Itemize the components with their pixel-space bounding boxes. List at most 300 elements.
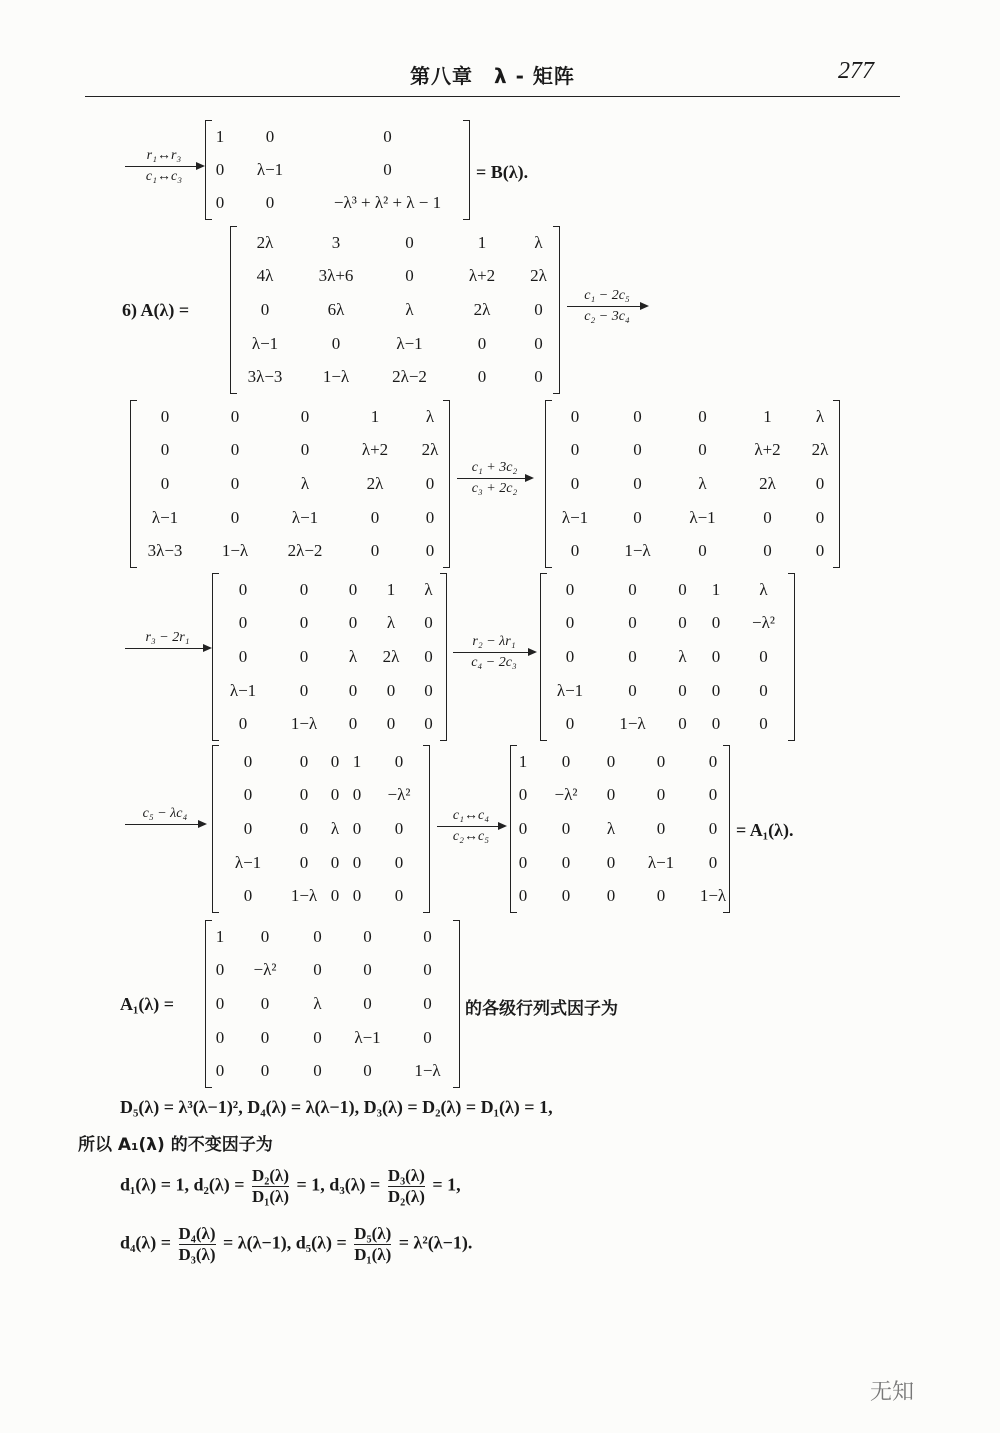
matrix-entry: 0 <box>215 993 225 1013</box>
d1-d2-lhs: d₁(λ) = 1, d₂(λ) = <box>120 1174 245 1195</box>
matrix-entry: 0 <box>570 473 580 493</box>
matrix-entry: 0 <box>628 579 637 599</box>
matrix-entry: 1 <box>386 579 396 599</box>
matrix-entry: λ <box>606 818 616 838</box>
matrix-entry: λ <box>348 646 358 666</box>
matrix-row <box>205 1054 460 1088</box>
matrix-entry: 0 <box>386 680 396 700</box>
matrix-row <box>212 573 447 607</box>
matrix-entry: 6λ <box>327 299 345 319</box>
invariant-factors-line-2 <box>120 1224 472 1265</box>
matrix-row <box>540 707 795 741</box>
matrix-entry: −λ² <box>253 960 277 980</box>
matrix-entry: 0 <box>348 613 358 633</box>
matrix-entry: 0 <box>160 473 170 493</box>
matrix-entry: 1 <box>477 232 487 252</box>
matrix-entry: 0 <box>230 406 240 426</box>
operation-arrow <box>567 288 647 325</box>
matrix-entry: 0 <box>230 473 240 493</box>
matrix-entry: 1−λ <box>290 886 318 906</box>
matrix-step-4 <box>540 573 795 741</box>
matrix-entry: 0 <box>561 852 571 872</box>
matrix-row <box>130 467 450 501</box>
matrix-entry: 0 <box>383 126 392 146</box>
matrix-row <box>212 779 430 813</box>
matrix-a <box>230 226 560 394</box>
matrix-entry: 1 <box>370 406 380 426</box>
matrix-row <box>212 640 447 674</box>
matrix-entry: 0 <box>534 367 543 387</box>
matrix-entry: 0 <box>260 1061 270 1081</box>
matrix-entry: 0 <box>299 751 309 771</box>
matrix-entry: 0 <box>633 440 642 460</box>
matrix-table <box>540 573 795 741</box>
matrix-entry: 0 <box>424 714 433 734</box>
matrix-entry: 1 <box>763 406 772 426</box>
matrix-entry: 0 <box>260 1027 270 1047</box>
matrix-entry: 0 <box>265 193 275 213</box>
matrix-entry: 0 <box>299 579 309 599</box>
operation-arrow <box>453 634 535 671</box>
matrix-row <box>130 501 450 535</box>
matrix-table <box>205 120 470 220</box>
matrix-entry: 0 <box>518 818 528 838</box>
matrix-entry: 2λ <box>382 646 400 666</box>
operation-arrow <box>125 806 205 827</box>
matrix-entry: 0 <box>215 193 225 213</box>
fraction-d4-d3 <box>179 1224 216 1265</box>
matrix-entry: λ−1 <box>234 852 262 872</box>
matrix-entry: λ−1 <box>689 507 716 527</box>
matrix-entry: 0 <box>606 886 616 906</box>
matrix-entry: 0 <box>330 852 340 872</box>
matrix-entry: λ <box>534 232 543 252</box>
matrix-entry: 0 <box>534 299 543 319</box>
op-top: c₁↔c₄ <box>452 808 490 823</box>
matrix-entry: 0 <box>423 960 432 980</box>
matrix-entry: 0 <box>238 579 248 599</box>
matrix-entry: 0 <box>383 159 392 179</box>
matrix-entry: 0 <box>633 406 642 426</box>
matrix-row <box>545 434 840 468</box>
matrix-entry: 2λ−2 <box>287 541 323 561</box>
matrix-entry: 0 <box>606 751 616 771</box>
op-top: r₂ − λr₁ <box>472 634 516 649</box>
matrix-table <box>545 400 840 568</box>
matrix-table <box>205 920 460 1088</box>
denominator: D₃(λ) <box>178 1245 216 1264</box>
op-bottom: c₁↔c₃ <box>145 169 183 184</box>
matrix-entry: 0 <box>815 507 825 527</box>
matrix-entry: λ−1 <box>354 1027 381 1047</box>
matrix-entry: 0 <box>300 406 310 426</box>
numerator: D₄(λ) <box>178 1224 216 1243</box>
matrix-entry: λ <box>300 473 310 493</box>
matrix-row <box>205 153 470 186</box>
matrix-entry: 0 <box>711 646 721 666</box>
matrix-entry: 0 <box>238 646 248 666</box>
op-top: c₅ − λc₄ <box>142 806 188 821</box>
matrix-entry: 0 <box>260 926 270 946</box>
matrix-entry: λ−1 <box>251 333 279 353</box>
op-top: r₁↔r₃ <box>146 148 182 163</box>
denominator: D₂(λ) <box>387 1187 425 1206</box>
matrix-row <box>205 120 470 153</box>
matrix-entry: 0 <box>394 852 404 872</box>
matrix-entry: 0 <box>425 507 435 527</box>
matrix-entry: 0 <box>363 1061 372 1081</box>
matrix-entry: 0 <box>363 993 372 1013</box>
matrix-entry: λ <box>678 646 687 666</box>
matrix-row <box>545 467 840 501</box>
matrix-entry: λ+2 <box>361 440 389 460</box>
matrix-entry: −λ² <box>752 613 775 633</box>
matrix-entry: 0 <box>678 579 687 599</box>
matrix-row <box>230 327 560 361</box>
matrix-row <box>230 293 560 327</box>
matrix-entry: 1 <box>352 751 362 771</box>
matrix-row <box>540 674 795 708</box>
problem-6-label: 6) A(λ) = <box>122 300 190 320</box>
matrix-step-6 <box>510 745 730 913</box>
op-top: c₁ + 3c₂ <box>471 460 518 475</box>
matrix-entry: 0 <box>230 507 240 527</box>
matrix-entry: −λ² <box>554 785 578 805</box>
matrix-table <box>230 226 560 394</box>
matrix-row <box>510 846 730 880</box>
matrix-entry: 0 <box>405 232 414 252</box>
matrix-entry: 0 <box>477 333 487 353</box>
matrix-entry: 0 <box>243 785 253 805</box>
matrix-entry: 0 <box>348 579 358 599</box>
matrix-entry: 0 <box>633 507 642 527</box>
matrix-entry: 0 <box>678 680 687 700</box>
operation-arrow <box>457 460 532 497</box>
matrix-row <box>130 400 450 434</box>
matrix-entry: 2λ <box>530 266 547 286</box>
matrix-entry: 1−λ <box>414 1061 441 1081</box>
matrix-entry: 0 <box>394 818 404 838</box>
matrix-entry: 0 <box>370 507 380 527</box>
matrix-row <box>510 812 730 846</box>
eq-b-label: = B(λ). <box>476 162 529 182</box>
matrix-entry: 2λ <box>759 473 776 493</box>
matrix-entry: 0 <box>363 926 372 946</box>
matrix-entry: 0 <box>386 714 396 734</box>
matrix-entry: 0 <box>815 541 825 561</box>
denominator: D₁(λ) <box>252 1187 290 1206</box>
numerator: D₃(λ) <box>387 1166 425 1185</box>
matrix-entry: 0 <box>238 613 248 633</box>
matrix-entry: 0 <box>230 440 240 460</box>
matrix-entry: λ−1 <box>561 507 589 527</box>
matrix-entry: 0 <box>352 852 362 872</box>
matrix-entry: 0 <box>313 1027 322 1047</box>
determinant-factors-line: D₅(λ) = λ³(λ−1)², D₄(λ) = λ(λ−1), D₃(λ) = D₂(λ) = D₁(λ) = 1, <box>120 1097 553 1117</box>
matrix-entry: 0 <box>423 926 432 946</box>
matrix-table <box>212 573 447 741</box>
matrix-entry: 0 <box>300 440 310 460</box>
a1-lhs: A₁(λ) = <box>120 994 174 1014</box>
matrix-entry: 0 <box>313 926 322 946</box>
matrix-a1 <box>205 920 460 1088</box>
matrix-entry: 0 <box>348 714 358 734</box>
matrix-entry: λ+2 <box>754 440 781 460</box>
matrix-entry: 0 <box>518 785 528 805</box>
matrix-row <box>545 400 840 434</box>
matrix-entry: 1−λ <box>322 367 350 387</box>
matrix-entry: 0 <box>160 440 170 460</box>
matrix-row <box>212 607 447 641</box>
matrix-step-3 <box>212 573 447 741</box>
matrix-entry: 0 <box>260 993 270 1013</box>
matrix-entry: 0 <box>424 680 433 700</box>
matrix-entry: 0 <box>698 440 707 460</box>
matrix-entry: 0 <box>570 541 580 561</box>
matrix-row <box>230 226 560 260</box>
matrix-entry: 0 <box>243 886 253 906</box>
matrix-entry: λ <box>698 473 707 493</box>
operation-arrow <box>125 630 210 651</box>
matrix-entry: 0 <box>606 785 616 805</box>
matrix-step-5 <box>212 745 430 913</box>
page-number: 277 <box>838 58 874 84</box>
matrix-row <box>510 745 730 779</box>
matrix-row <box>212 879 430 913</box>
watermark: 无知 <box>870 1380 915 1405</box>
matrix-row <box>510 879 730 913</box>
matrix-entry: 0 <box>331 333 341 353</box>
fraction-d5-d1 <box>354 1224 391 1265</box>
matrix-entry: 0 <box>423 993 432 1013</box>
matrix-row <box>205 187 470 220</box>
matrix-entry: λ−1 <box>256 159 284 179</box>
matrix-step-2 <box>545 400 840 568</box>
d5-result: = λ²(λ−1). <box>398 1232 473 1253</box>
matrix-entry: λ <box>386 613 396 633</box>
matrix-entry: 0 <box>313 960 322 980</box>
matrix-entry: 0 <box>708 785 718 805</box>
matrix-entry: λ <box>425 406 435 426</box>
matrix-entry: 2λ <box>256 232 274 252</box>
chapter-title: 第八章 λ - 矩阵 <box>410 64 575 88</box>
matrix-entry: 0 <box>698 541 707 561</box>
matrix-entry: 1 <box>518 751 528 771</box>
invariant-factors-line-1 <box>120 1166 461 1207</box>
op-bottom: c₂↔c₅ <box>452 829 490 844</box>
matrix-entry: λ−1 <box>396 333 423 353</box>
matrix-entry: 0 <box>215 1027 225 1047</box>
matrix-entry: 0 <box>656 886 666 906</box>
matrix-entry: 2λ <box>421 440 439 460</box>
matrix-entry: 0 <box>698 406 707 426</box>
matrix-entry: 0 <box>656 751 666 771</box>
matrix-entry: 0 <box>352 886 362 906</box>
matrix-entry: 2λ <box>811 440 829 460</box>
matrix-entry: 0 <box>265 126 275 146</box>
op-bottom: c₄ − 2c₃ <box>471 655 517 670</box>
denominator: D₁(λ) <box>354 1245 392 1264</box>
matrix-entry: 0 <box>534 333 543 353</box>
matrix-entry: 0 <box>561 751 571 771</box>
matrix-entry: 3λ−3 <box>247 367 283 387</box>
matrix-entry: 0 <box>656 818 666 838</box>
matrix-row <box>205 987 460 1021</box>
matrix-entry: 0 <box>565 613 575 633</box>
fraction-d2-d1 <box>252 1166 289 1207</box>
matrix-entry: 1 <box>215 926 225 946</box>
matrix-entry: 0 <box>313 1061 322 1081</box>
matrix-entry: 1−λ <box>624 541 651 561</box>
matrix-entry: λ−1 <box>556 680 584 700</box>
matrix-entry: 1−λ <box>699 886 727 906</box>
operation-arrow <box>437 808 505 845</box>
matrix-entry: −λ² <box>387 785 411 805</box>
matrix-entry: 0 <box>518 886 528 906</box>
matrix-entry: 0 <box>243 751 253 771</box>
matrix-entry: 0 <box>477 367 487 387</box>
matrix-entry: 0 <box>711 680 721 700</box>
matrix-table <box>212 745 430 913</box>
op-bottom: c₂ − 3c₄ <box>584 309 630 324</box>
matrix-entry: λ−1 <box>151 507 179 527</box>
matrix-entry: 3λ−3 <box>147 541 183 561</box>
matrix-entry: 0 <box>215 159 225 179</box>
matrix-entry: 2λ <box>473 299 491 319</box>
numerator: D₅(λ) <box>354 1224 392 1243</box>
matrix-row <box>540 607 795 641</box>
matrix-entry: 0 <box>330 751 340 771</box>
matrix-entry: 0 <box>299 785 309 805</box>
matrix-entry: λ−1 <box>647 852 675 872</box>
matrix-entry: λ+2 <box>468 266 496 286</box>
matrix-row <box>212 707 447 741</box>
matrix-row <box>212 812 430 846</box>
matrix-entry: 0 <box>678 714 687 734</box>
op-top: r₃ − 2r₁ <box>145 630 190 645</box>
matrix-row <box>230 260 560 294</box>
matrix-row <box>205 954 460 988</box>
matrix-entry: 0 <box>370 541 380 561</box>
matrix-entry: 0 <box>405 266 414 286</box>
matrix-entry: λ <box>405 299 414 319</box>
matrix-entry: 0 <box>711 613 721 633</box>
matrix-row <box>212 745 430 779</box>
matrix-entry: 0 <box>424 613 433 633</box>
matrix-row <box>130 534 450 568</box>
matrix-entry: 1−λ <box>619 714 646 734</box>
matrix-entry: 2λ <box>366 473 384 493</box>
matrix-row <box>130 434 450 468</box>
d5-lhs: = λ(λ−1), d₅(λ) = <box>223 1232 347 1253</box>
matrix-entry: 0 <box>299 852 309 872</box>
matrix-entry: λ <box>759 579 768 599</box>
operation-arrow <box>125 148 203 185</box>
matrix-entry: 0 <box>565 714 575 734</box>
d4-lhs: d₄(λ) = <box>120 1232 171 1253</box>
matrix-entry: 0 <box>570 406 580 426</box>
matrix-row <box>212 674 447 708</box>
matrix-entry: 0 <box>423 1027 432 1047</box>
matrix-entry: 0 <box>160 406 170 426</box>
matrix-entry: 0 <box>561 818 571 838</box>
matrix-entry: 1 <box>711 579 721 599</box>
matrix-table <box>130 400 450 568</box>
matrix-row <box>540 640 795 674</box>
matrix-entry: 0 <box>711 714 721 734</box>
matrix-entry: 0 <box>561 886 571 906</box>
matrix-table <box>510 745 730 913</box>
matrix-entry: 0 <box>299 818 309 838</box>
matrix-entry: 0 <box>763 507 772 527</box>
matrix-entry: 3 <box>331 232 341 252</box>
matrix-entry: 0 <box>425 541 435 561</box>
d3-result: = 1, <box>432 1174 461 1195</box>
matrix-entry: 0 <box>815 473 825 493</box>
fraction-d3-d2 <box>388 1166 425 1207</box>
op-top: c₁ − 2c₅ <box>584 288 630 303</box>
header-rule <box>85 96 900 97</box>
matrix-entry: 0 <box>238 714 248 734</box>
matrix-entry: λ <box>313 993 322 1013</box>
matrix-entry: 0 <box>299 613 309 633</box>
matrix-step-1 <box>130 400 450 568</box>
matrix-entry: 0 <box>518 852 528 872</box>
matrix-entry: 0 <box>633 473 642 493</box>
matrix-row <box>205 1021 460 1055</box>
matrix-row <box>540 573 795 607</box>
matrix-entry: 0 <box>656 785 666 805</box>
matrix-entry: 0 <box>363 960 372 980</box>
numerator: D₂(λ) <box>252 1166 290 1185</box>
matrix-entry: λ <box>330 818 340 838</box>
matrix-entry: 0 <box>759 646 768 666</box>
matrix-entry: 0 <box>565 579 575 599</box>
a1-rhs-text: 的各级行列式因子为 <box>465 999 618 1019</box>
matrix-entry: −λ³ + λ² + λ − 1 <box>333 193 442 213</box>
matrix-entry: 0 <box>425 473 435 493</box>
matrix-entry: 0 <box>628 613 637 633</box>
invariant-factors-intro: 所以 A₁(λ) 的不变因子为 <box>78 1135 273 1155</box>
matrix-entry: 0 <box>243 818 253 838</box>
matrix-entry: 0 <box>215 960 225 980</box>
matrix-entry: 0 <box>759 714 768 734</box>
matrix-entry: 0 <box>394 886 404 906</box>
matrix-entry: 0 <box>330 785 340 805</box>
matrix-entry: 0 <box>260 299 270 319</box>
matrix-row <box>230 360 560 394</box>
matrix-entry: 0 <box>678 613 687 633</box>
matrix-entry: 0 <box>708 852 718 872</box>
matrix-entry: 0 <box>628 680 637 700</box>
matrix-entry: 0 <box>763 541 772 561</box>
matrix-entry: 0 <box>299 680 309 700</box>
matrix-entry: 0 <box>330 886 340 906</box>
matrix-row <box>212 846 430 880</box>
op-bottom: c₃ + 2c₂ <box>471 481 518 496</box>
matrix-entry: 1 <box>215 126 225 146</box>
matrix-entry: 0 <box>759 680 768 700</box>
matrix-row <box>545 534 840 568</box>
matrix-b <box>205 120 470 220</box>
matrix-entry: λ <box>424 579 433 599</box>
matrix-entry: 0 <box>348 680 358 700</box>
matrix-entry: 0 <box>708 751 718 771</box>
d3-lhs: = 1, d₃(λ) = <box>296 1174 381 1195</box>
matrix-entry: 0 <box>215 1061 225 1081</box>
matrix-entry: 0 <box>424 646 433 666</box>
matrix-entry: λ <box>815 406 825 426</box>
